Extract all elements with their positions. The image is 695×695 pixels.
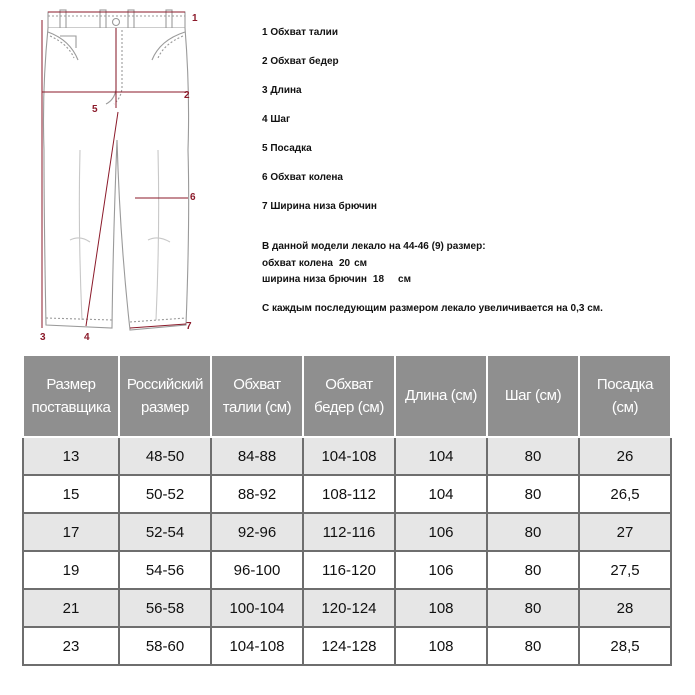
size-table [22,354,672,666]
table-cell: 27 [579,513,671,551]
table-cell: 88-92 [211,475,303,513]
table-cell: 80 [487,551,579,589]
knee-unit: см [354,258,368,269]
legend-item-hips: 2 Обхват бедер [262,56,339,67]
hem-label: ширина низа брючин [262,274,367,285]
table-cell: 120-124 [303,589,395,627]
marker-7-hem: 7 [186,321,192,332]
table-cell: 21 [23,589,119,627]
table-cell: 106 [395,513,487,551]
hem-unit: см [398,274,412,285]
table-cell: 92-96 [211,513,303,551]
marker-1-waist: 1 [192,13,198,24]
table-row [23,627,671,665]
table-cell: 104 [395,437,487,475]
table-cell: 80 [487,475,579,513]
table-cell: 26,5 [579,475,671,513]
table-cell: 124-128 [303,627,395,665]
table-cell: 56-58 [119,589,211,627]
table-cell: 116-120 [303,551,395,589]
pants-illustration [20,0,210,345]
table-row [23,589,671,627]
table-cell: 80 [487,513,579,551]
table-cell: 54-56 [119,551,211,589]
legend-item-length: 3 Длина [262,85,302,96]
table-cell: 108 [395,627,487,665]
marker-4-inseam: 4 [84,332,90,343]
header-length: Длина (см) [395,355,487,437]
marker-3-length: 3 [40,332,46,343]
pattern-note-knee [262,258,367,269]
table-cell: 50-52 [119,475,211,513]
legend-item-inseam: 4 Шаг [262,114,291,125]
pattern-note-heading: В данной модели лекало на 44-46 (9) размер: [262,241,486,252]
header-supplier-size: Размер поставщика [23,355,119,437]
table-cell: 15 [23,475,119,513]
table-cell: 28 [579,589,671,627]
header-inseam: Шаг (см) [487,355,579,437]
table-row [23,551,671,589]
table-row [23,475,671,513]
table-cell: 80 [487,627,579,665]
table-cell: 104 [395,475,487,513]
table-cell: 112-116 [303,513,395,551]
table-cell: 23 [23,627,119,665]
legend-item-knee: 6 Обхват колена [262,172,343,183]
header-russian-size: Российский размер [119,355,211,437]
table-cell: 108 [395,589,487,627]
knee-label: обхват колена [262,258,333,269]
header-rise: Посадка (см) [579,355,671,437]
marker-6-knee: 6 [190,192,196,203]
legend-item-rise: 5 Посадка [262,143,312,154]
table-row [23,513,671,551]
table-row [23,437,671,475]
pattern-increment-note: С каждым последующим размером лекало увеличивается на 0,3 см. [262,303,603,314]
knee-value: 20 [338,258,351,269]
table-cell: 96-100 [211,551,303,589]
table-cell: 106 [395,551,487,589]
table-cell: 52-54 [119,513,211,551]
legend-item-hem: 7 Ширина низа брючин [262,201,377,212]
marker-2-hips: 2 [184,90,190,101]
table-header-row [23,355,671,437]
table-cell: 13 [23,437,119,475]
table-cell: 80 [487,437,579,475]
hem-value: 18 [372,274,385,285]
table-cell: 104-108 [303,437,395,475]
table-cell: 19 [23,551,119,589]
table-cell: 58-60 [119,627,211,665]
header-hips: Обхват бедер (см) [303,355,395,437]
table-cell: 104-108 [211,627,303,665]
header-waist: Обхват талии (см) [211,355,303,437]
table-cell: 26 [579,437,671,475]
table-cell: 108-112 [303,475,395,513]
pattern-note-hem [262,274,411,285]
table-cell: 28,5 [579,627,671,665]
table-cell: 84-88 [211,437,303,475]
table-cell: 80 [487,589,579,627]
table-cell: 100-104 [211,589,303,627]
legend-item-waist: 1 Обхват талии [262,27,338,38]
table-cell: 17 [23,513,119,551]
table-cell: 27,5 [579,551,671,589]
marker-5-rise: 5 [92,104,98,115]
table-cell: 48-50 [119,437,211,475]
